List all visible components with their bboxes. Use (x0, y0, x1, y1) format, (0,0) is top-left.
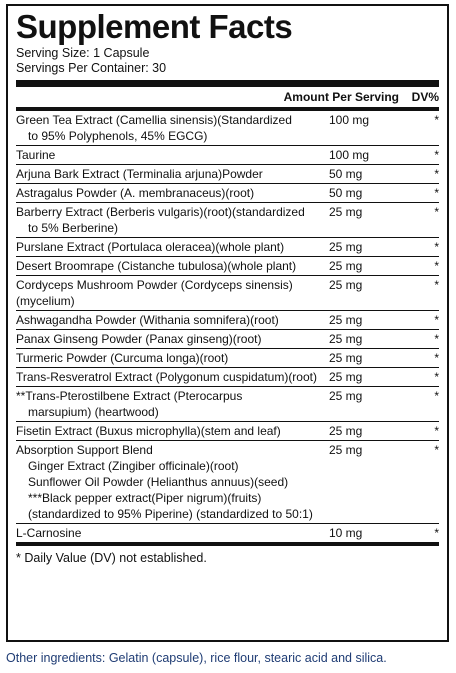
ingredient-line: **Trans-Pterostilbene Extract (Pterocarpus (16, 389, 243, 403)
ingredient-line: Purslane Extract (Portulaca oleracea)(whole plant) (16, 240, 285, 254)
ingredient-name (16, 350, 325, 366)
table-row (16, 164, 439, 183)
table-row (16, 183, 439, 202)
ingredient-amount: 25 mg (329, 240, 363, 254)
ingredient-line: marsupium) (heartwood) (28, 405, 159, 419)
ingredient-line: Trans-Resveratrol Extract (Polygonum cuspidatum)(root) (16, 370, 317, 384)
ingredient-amount: 50 mg (329, 186, 363, 200)
ingredient-name (16, 525, 325, 541)
ingredient-dv: * (434, 205, 439, 219)
ingredient-name (16, 258, 325, 274)
ingredient-dv: * (434, 278, 439, 292)
ingredient-line: Sunflower Oil Powder (Helianthus annuus)(seed) (28, 475, 289, 489)
ingredient-amount: 100 mg (329, 113, 370, 127)
ingredient-dv: * (434, 186, 439, 200)
table-row (16, 275, 439, 310)
table-row (16, 348, 439, 367)
serving-size: Serving Size: 1 Capsule (16, 46, 150, 60)
ingredient-line: Absorption Support Blend (16, 443, 153, 457)
ingredient-line: Taurine (16, 148, 56, 162)
ingredient-amount: 25 mg (329, 389, 363, 403)
ingredient-amount: 100 mg (329, 148, 370, 162)
ingredient-line: Ashwagandha Powder (Withania somnifera)(root) (16, 313, 279, 327)
ingredient-amount: 25 mg (329, 424, 363, 438)
table-row (16, 329, 439, 348)
ingredient-amount: 50 mg (329, 167, 363, 181)
ingredient-dv: * (434, 259, 439, 273)
ingredient-table (16, 111, 439, 542)
ingredient-name (16, 204, 325, 236)
ingredient-name (16, 277, 325, 309)
ingredient-line: L-Carnosine (16, 526, 82, 540)
ingredient-amount: 25 mg (329, 443, 363, 457)
ingredient-dv: * (434, 148, 439, 162)
ingredient-dv: * (434, 351, 439, 365)
ingredient-dv: * (434, 526, 439, 540)
ingredient-line: Barberry Extract (Berberis vulgaris)(root)(standardized (16, 205, 305, 219)
ingredient-line: Arjuna Bark Extract (Terminalia arjuna)Powder (16, 167, 263, 181)
ingredient-line: Ginger Extract (Zingiber officinale)(root) (28, 459, 239, 473)
table-row (16, 237, 439, 256)
ingredient-line: Panax Ginseng Powder (Panax ginseng)(root) (16, 332, 262, 346)
servings-per-container: Servings Per Container: 30 (16, 61, 167, 75)
table-row (16, 523, 439, 542)
table-row (16, 145, 439, 164)
ingredient-dv: * (434, 313, 439, 327)
ingredient-dv: * (434, 113, 439, 127)
ingredient-dv: * (434, 240, 439, 254)
table-row (16, 256, 439, 275)
table-row (16, 111, 439, 145)
footnote: * Daily Value (DV) not established. (16, 551, 207, 565)
ingredient-amount: 10 mg (329, 526, 363, 540)
ingredient-dv: * (434, 370, 439, 384)
ingredient-name (16, 312, 325, 328)
ingredient-dv: * (434, 443, 439, 457)
ingredient-line: Green Tea Extract (Camellia sinensis)(Standardized (16, 113, 292, 127)
ingredient-name (16, 388, 325, 420)
ingredient-name (16, 331, 325, 347)
ingredient-line: Fisetin Extract (Buxus microphylla)(stem and leaf) (16, 424, 281, 438)
ingredient-name (16, 423, 325, 439)
ingredient-amount: 25 mg (329, 205, 363, 219)
panel-title: Supplement Facts (16, 8, 293, 45)
ingredient-dv: * (434, 167, 439, 181)
ingredient-name (16, 185, 325, 201)
ingredient-amount: 25 mg (329, 332, 363, 346)
ingredient-name (16, 166, 325, 182)
ingredient-amount: 25 mg (329, 259, 363, 273)
ingredient-amount: 25 mg (329, 370, 363, 384)
ingredient-name (16, 442, 325, 522)
dv-header: DV% (411, 90, 439, 104)
ingredient-line: to 95% Polyphenols, 45% EGCG) (28, 129, 208, 143)
ingredient-dv: * (434, 332, 439, 346)
ingredient-name (16, 239, 325, 255)
ingredient-line: ***Black pepper extract(Piper nigrum)(fruits) (28, 491, 262, 505)
amount-header: Amount Per Serving (283, 90, 399, 104)
table-row (16, 202, 439, 237)
ingredient-line: Cordyceps Mushroom Powder (Cordyceps sinensis)(mycelium) (16, 278, 293, 308)
ingredient-amount: 25 mg (329, 351, 363, 365)
ingredient-line: to 5% Berberine) (28, 221, 119, 235)
table-row (16, 386, 439, 421)
table-row (16, 310, 439, 329)
other-ingredients: Other ingredients: Gelatin (capsule), rice flour, stearic acid and silica. (6, 651, 387, 665)
ingredient-line: Astragalus Powder (A. membranaceus)(root) (16, 186, 255, 200)
ingredient-line: (standardized to 95% Piperine) (standardized to 50:1) (28, 507, 313, 521)
table-row (16, 421, 439, 440)
ingredient-amount: 25 mg (329, 278, 363, 292)
ingredient-dv: * (434, 389, 439, 403)
table-row (16, 440, 439, 523)
ingredient-dv: * (434, 424, 439, 438)
ingredient-name (16, 147, 325, 163)
ingredient-amount: 25 mg (329, 313, 363, 327)
ingredient-line: Turmeric Powder (Curcuma longa)(root) (16, 351, 229, 365)
supplement-facts-panel (6, 4, 449, 642)
ingredient-name (16, 112, 325, 144)
thick-divider (16, 80, 439, 87)
table-row (16, 367, 439, 386)
column-header (16, 87, 439, 107)
ingredient-name (16, 369, 325, 385)
ingredient-line: Desert Broomrape (Cistanche tubulosa)(whole plant) (16, 259, 297, 273)
